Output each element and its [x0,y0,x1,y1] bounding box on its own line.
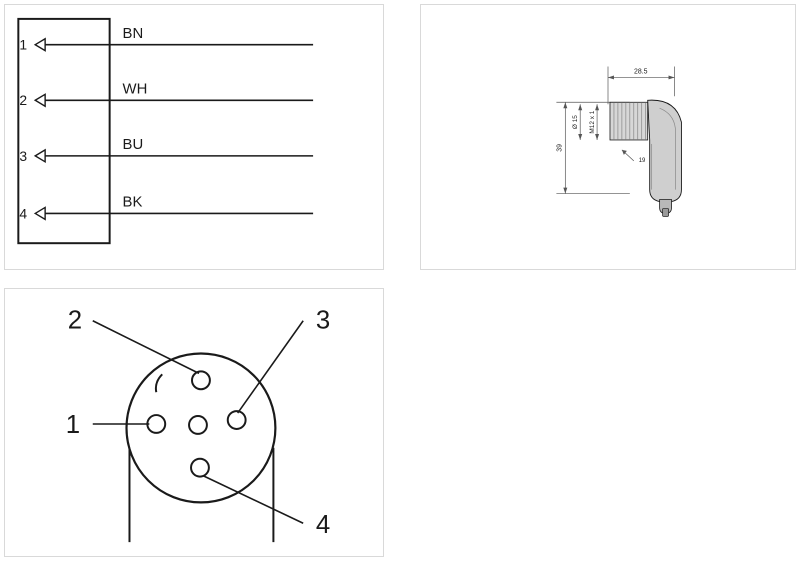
dimension-arrow-icon [595,134,599,140]
dimension-thread-label: M12 x 1 [589,110,597,134]
wire-row-3 [19,137,313,164]
callout-label-3: 3 [315,306,331,335]
wire-code-2: WH [122,81,148,98]
pin-number-1: 1 [19,36,28,53]
pin-contact-2 [192,371,210,389]
pin-arrow-icon [35,150,45,162]
pinout-diagram-svg [5,289,383,556]
pin-contact-3 [228,411,246,429]
wiring-diagram-panel [4,4,384,270]
wire-code-3: BU [122,136,144,153]
pin-number-2: 2 [19,92,28,109]
connector-body-outline [18,19,109,243]
dimension-arrow-icon [595,104,599,110]
dimension-arrow-icon [563,102,567,108]
dimension-thread [589,104,599,140]
dimension-length [608,67,674,105]
connector-illustration [610,100,681,216]
dimension-height-label: 39 [556,144,564,152]
callout-label-4: 4 [315,511,331,540]
wire-code-1: BN [122,25,144,42]
pin-contact-1 [147,415,165,433]
dimension-arrow-icon [669,75,675,79]
pin-arrow-icon [35,94,45,106]
dimension-drawing-svg [421,5,795,269]
dimension-arrow-icon [608,75,614,79]
callout-3 [238,307,331,413]
pinout-diagram-panel [4,288,384,557]
wire-code-4: BK [122,194,143,211]
dimension-arrow-icon [578,134,582,140]
callout-2 [68,307,199,374]
pin-contact-center [189,416,207,434]
callout-1 [66,411,150,439]
pin-arrow-icon [35,39,45,51]
wire-row-1 [19,26,313,53]
dimension-arrow-icon [578,104,582,110]
wiring-diagram-svg [5,5,383,269]
callout-4 [203,476,330,540]
pin-number-4: 4 [19,205,28,222]
wire-row-2 [19,81,313,108]
dimension-arrow-icon [563,188,567,194]
dimension-diameter-label: Ø 15 [572,115,580,130]
callout-label-1: 1 [65,410,81,439]
wire-row-4 [19,194,313,221]
dimension-drawing-panel [420,4,796,270]
callout-label-2: 2 [67,306,83,335]
cable-stub [663,208,669,216]
pin-arrow-icon [35,207,45,219]
dimension-length-label: 28.5 [633,68,648,76]
pin-number-3: 3 [19,147,28,164]
dimension-diameter [572,104,582,140]
callout-leader [93,321,199,374]
elbow-housing [648,100,682,201]
dimension-small [622,150,646,164]
keyway-notch [156,374,162,392]
dimension-small-label: 19 [638,157,646,164]
pin-contact-4 [191,459,209,477]
